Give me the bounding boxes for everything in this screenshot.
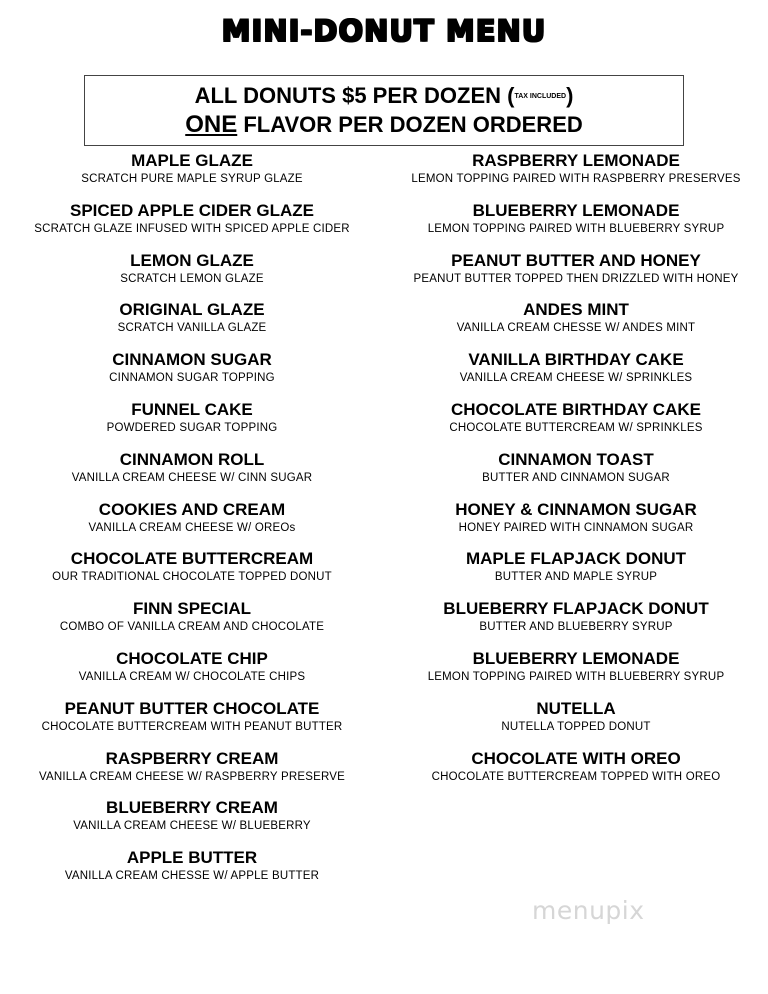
flavor-description: BUTTER AND MAPLE SYRUP bbox=[494, 571, 658, 584]
flavor-description: OUR TRADITIONAL CHOCOLATE TOPPED DONUT bbox=[52, 571, 332, 584]
one-emphasis: ONE bbox=[185, 111, 238, 139]
flavor-name: COOKIES AND CREAM bbox=[98, 499, 286, 519]
flavor-name: LEMON GLAZE bbox=[130, 250, 254, 270]
flavor-description: VANILLA CREAM CHEESE W/ OREOs bbox=[88, 521, 296, 534]
flavor-name: CINNAMON ROLL bbox=[119, 449, 265, 469]
flavor-description: LEMON TOPPING PAIRED WITH BLUEBERRY SYRUP bbox=[427, 670, 725, 683]
flavor-name: BLUEBERRY LEMONADE bbox=[472, 200, 680, 220]
page-title: MINI-DONUT MENU bbox=[221, 14, 547, 48]
flavor-description: LEMON TOPPING PAIRED WITH RASPBERRY PRESERVES bbox=[411, 173, 741, 185]
menu-item bbox=[384, 549, 768, 599]
flavor-name: BLUEBERRY CREAM bbox=[106, 798, 278, 818]
flavor-description: HONEY PAIRED WITH CINNAMON SUGAR bbox=[458, 521, 694, 534]
flavor-description: CINNAMON SUGAR TOPPING bbox=[109, 372, 275, 385]
menu-item bbox=[384, 599, 768, 649]
flavor-description: BUTTER AND CINNAMON SUGAR bbox=[482, 471, 670, 484]
flavor-description: SCRATCH VANILLA GLAZE bbox=[117, 322, 267, 335]
flavor-description: CHOCOLATE BUTTERCREAM WITH PEANUT BUTTER bbox=[41, 720, 343, 733]
menu-item bbox=[0, 350, 384, 400]
menu-item bbox=[0, 549, 384, 599]
flavor-name: VANILLA BIRTHDAY CAKE bbox=[468, 350, 684, 370]
price-line bbox=[85, 82, 683, 111]
flavor-name: RASPBERRY LEMONADE bbox=[472, 151, 680, 170]
flavor-name: FINN SPECIAL bbox=[132, 599, 252, 619]
flavor-name: ANDES MINT bbox=[523, 300, 629, 320]
menu-item bbox=[384, 500, 768, 550]
flavor-description: COMBO OF VANILLA CREAM AND CHOCOLATE bbox=[59, 621, 325, 634]
menu-item bbox=[0, 798, 384, 848]
menu-item bbox=[0, 848, 384, 898]
menu-item bbox=[0, 400, 384, 450]
flavor-description: SCRATCH GLAZE INFUSED WITH SPICED APPLE CIDER bbox=[34, 222, 350, 235]
flavor-description: LEMON TOPPING PAIRED WITH BLUEBERRY SYRUP bbox=[427, 222, 725, 235]
menu-item bbox=[384, 151, 768, 201]
flavor-name: CINNAMON TOAST bbox=[498, 449, 654, 469]
flavor-name: MAPLE GLAZE bbox=[131, 151, 253, 170]
menu-item bbox=[0, 500, 384, 550]
flavor-description: BUTTER AND BLUEBERRY SYRUP bbox=[479, 621, 673, 634]
flavor-description: SCRATCH LEMON GLAZE bbox=[120, 272, 264, 285]
menu-item bbox=[384, 400, 768, 450]
flavor-name: CHOCOLATE CHIP bbox=[116, 648, 268, 668]
menu-item bbox=[0, 450, 384, 500]
flavor-name: SPICED APPLE CIDER GLAZE bbox=[69, 200, 314, 220]
menu-item bbox=[384, 649, 768, 699]
tax-note: TAX INCLUDED bbox=[514, 93, 567, 101]
flavor-rule-text: FLAVOR PER DOZEN ORDERED bbox=[237, 112, 583, 138]
flavor-name: PEANUT BUTTER CHOCOLATE bbox=[64, 698, 320, 718]
menu-item bbox=[384, 749, 768, 799]
flavor-description: SCRATCH PURE MAPLE SYRUP GLAZE bbox=[81, 173, 303, 185]
flavor-name: CINNAMON SUGAR bbox=[112, 350, 272, 370]
flavor-description: VANILLA CREAM CHEESE W/ BLUEBERRY bbox=[73, 820, 311, 833]
menu-item bbox=[0, 201, 384, 251]
flavor-name: CHOCOLATE BUTTERCREAM bbox=[70, 549, 314, 569]
flavor-description: VANILLA CREAM W/ CHOCOLATE CHIPS bbox=[78, 670, 306, 683]
flavor-name: FUNNEL CAKE bbox=[131, 399, 253, 419]
flavor-description: VANILLA CREAM CHEESE W/ RASPBERRY PRESERVE bbox=[38, 770, 345, 783]
flavor-name: NUTELLA bbox=[536, 698, 616, 718]
price-text: ALL DONUTS $5 PER DOZEN ( bbox=[194, 83, 515, 108]
flavor-name: PEANUT BUTTER AND HONEY bbox=[451, 250, 701, 270]
flavor-description: VANILLA CREAM CHEESE W/ SPRINKLES bbox=[459, 372, 693, 385]
flavor-name: MAPLE FLAPJACK DONUT bbox=[465, 549, 687, 569]
flavor-name: CHOCOLATE WITH OREO bbox=[471, 748, 681, 768]
flavor-rule-line bbox=[85, 111, 683, 139]
flavor-description: CHOCOLATE BUTTERCREAM TOPPED WITH OREO bbox=[431, 770, 721, 783]
menu-item bbox=[0, 251, 384, 301]
flavor-description: NUTELLA TOPPED DONUT bbox=[501, 720, 651, 733]
flavor-name: APPLE BUTTER bbox=[126, 848, 258, 868]
price-close: ) bbox=[566, 83, 574, 108]
menu-item bbox=[384, 201, 768, 251]
flavor-name: HONEY & CINNAMON SUGAR bbox=[455, 499, 697, 519]
menu-item bbox=[384, 699, 768, 749]
menu-item bbox=[0, 649, 384, 699]
menu-item bbox=[0, 151, 384, 201]
flavor-description: POWDERED SUGAR TOPPING bbox=[106, 421, 278, 434]
flavor-description: VANILLA CREAM CHESSE W/ APPLE BUTTER bbox=[64, 870, 320, 883]
flavor-name: CHOCOLATE BIRTHDAY CAKE bbox=[451, 399, 701, 419]
menu-item bbox=[0, 699, 384, 749]
menu-item bbox=[384, 300, 768, 350]
watermark-logo: menupix bbox=[532, 896, 645, 925]
menu-item bbox=[384, 251, 768, 301]
menu-item bbox=[0, 300, 384, 350]
flavor-name: BLUEBERRY FLAPJACK DONUT bbox=[443, 599, 709, 619]
flavor-name: BLUEBERRY LEMONADE bbox=[472, 648, 680, 668]
flavor-description: VANILLA CREAM CHEESE W/ CINN SUGAR bbox=[71, 471, 313, 484]
menu-item bbox=[384, 350, 768, 400]
pricing-banner bbox=[84, 75, 684, 146]
right-menu-column bbox=[384, 151, 768, 798]
menu-item bbox=[384, 450, 768, 500]
flavor-name: ORIGINAL GLAZE bbox=[119, 300, 265, 320]
menu-item bbox=[0, 749, 384, 799]
left-menu-column bbox=[0, 151, 384, 898]
flavor-description: VANILLA CREAM CHESSE W/ ANDES MINT bbox=[456, 322, 696, 335]
menu-item bbox=[0, 599, 384, 649]
flavor-name: RASPBERRY CREAM bbox=[105, 748, 279, 768]
flavor-description: CHOCOLATE BUTTERCREAM W/ SPRINKLES bbox=[449, 421, 703, 434]
flavor-description: PEANUT BUTTER TOPPED THEN DRIZZLED WITH HONEY bbox=[413, 272, 739, 285]
